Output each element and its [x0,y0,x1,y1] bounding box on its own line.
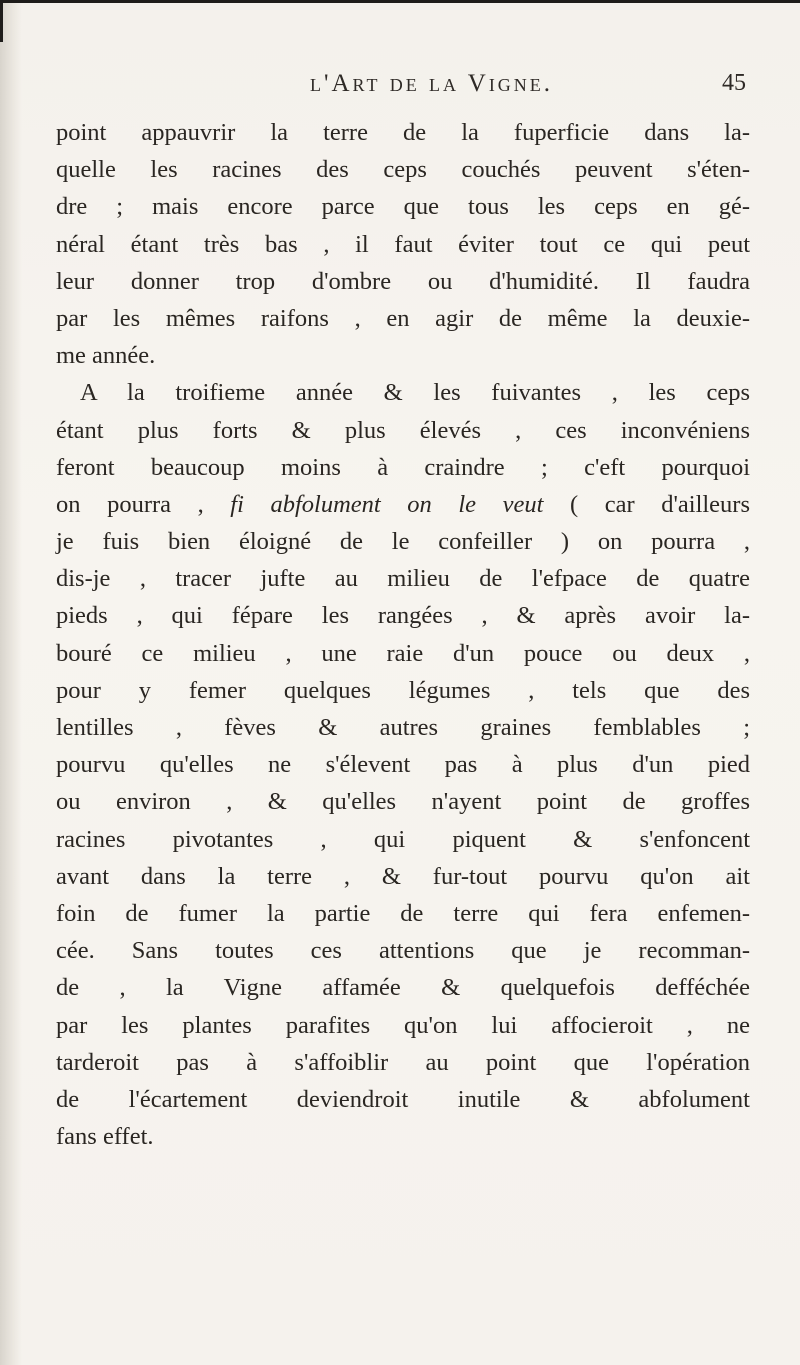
text-line: feront beaucoup moins à craindre ; c'eft pourquoi [56,453,750,481]
page-gutter-shadow [0,0,22,1365]
text-line: quelle les racines des ceps couchés peuvent s'éten- [56,156,750,184]
text-line: de , la Vigne affamée & quelquefois defféchée [56,974,750,1002]
scan-border-top [0,0,800,3]
page-number: 45 [722,70,746,96]
text-line: point appauvrir la terre de la fuperficie dans la- [56,119,750,146]
text-line: pour y femer quelques légumes , tels que des [56,676,750,704]
text-line: dis-je , tracer jufte au milieu de l'efpace de quatre [56,565,750,593]
text-line: foin de fumer la partie de terre qui fera enfemen- [56,899,750,927]
text-line: me année. [56,342,156,370]
text-line: néral étant très bas , il faut éviter tout ce qui peut [56,230,750,258]
text-line: pieds , qui fépare les rangées , & après avoir la- [56,602,750,630]
italic-phrase: fi abfolument on le veut [230,490,544,518]
text-line-with-italic [56,486,750,523]
text-line: leur donner trop d'ombre ou d'humidité. Il faudra [56,267,750,295]
text-line: par les plantes parafites qu'on lui affocieroit , ne [56,1011,750,1039]
text-line: cée. Sans toutes ces attentions que je recomman- [56,937,750,965]
running-title: l'Art de la Vigne. [310,70,554,97]
text-line: fans effet. [56,1123,154,1151]
running-head [0,70,800,110]
text-line: étant plus forts & plus élevés , ces inconvéniens [56,416,750,444]
scan-border-left [0,0,3,42]
text-line: par les mêmes raifons , en agir de même la deuxie- [56,304,750,332]
text-line: bouré ce milieu , une raie d'un pouce ou deux , [56,639,750,667]
text-line: je fuis bien éloigné de le confeiller ) on pourra , [56,528,750,556]
body-text [56,114,750,1155]
text-line: pourvu qu'elles ne s'élevent pas à plus d'un pied [56,751,750,779]
text-line: avant dans la terre , & fur-tout pourvu qu'on ait [56,862,750,890]
text-segment: ( car d'ailleurs [543,490,751,518]
text-line: dre ; mais encore parce que tous les ceps en gé- [56,193,750,221]
text-line: de l'écartement deviendroit inutile & abfolument [56,1085,750,1113]
text-line: A la troifieme année & les fuivantes , les ceps [80,379,750,407]
text-line: lentilles , fèves & autres graines femblables ; [56,714,750,741]
text-line: racines pivotantes , qui piquent & s'enfoncent [56,825,750,853]
text-line: ou environ , & qu'elles n'ayent point de groffes [56,788,750,816]
text-segment: on pourra , [56,490,231,518]
text-line: tarderoit pas à s'affoiblir au point que l'opération [56,1048,750,1076]
